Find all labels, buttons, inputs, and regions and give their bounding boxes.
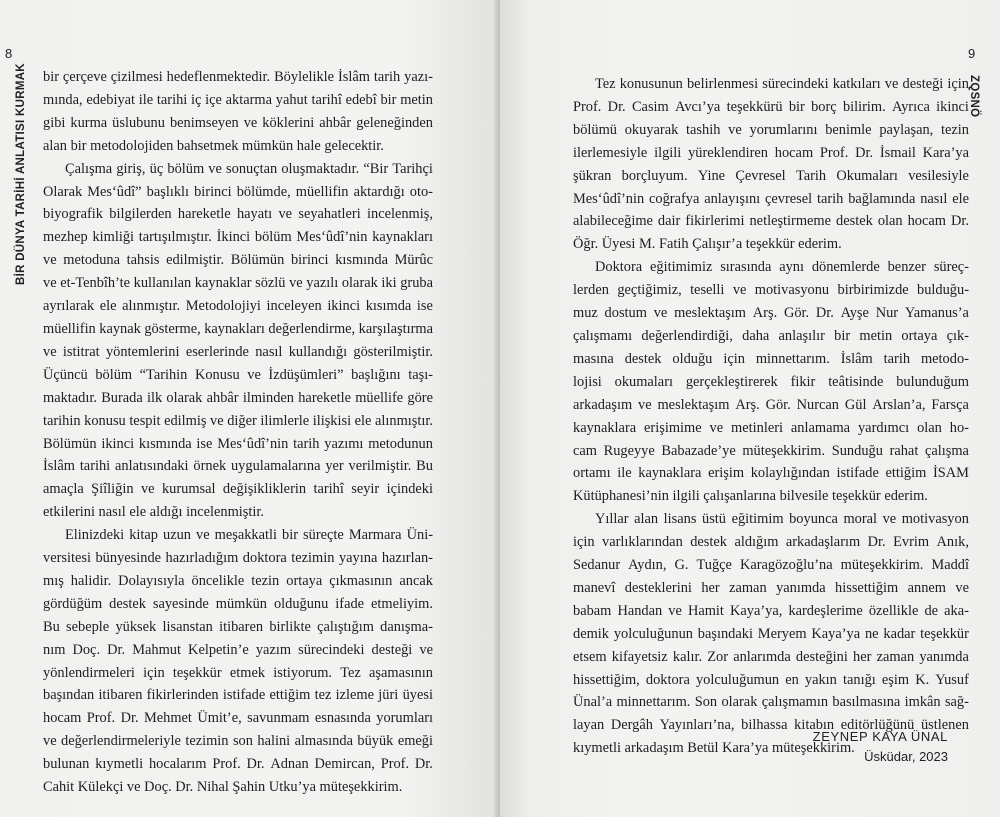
text-line: ve değerlendirmeleriyle tezimin son halini almasında büyük emeği — [43, 733, 433, 750]
text-line: kıymetli arkadaşım Betül Kara’ya müteşekkirim. — [573, 740, 855, 757]
text-line: kaynaklara erişimime ve metinleri anlamama yardımcı olan ho- — [573, 419, 969, 436]
text-line: biyografik bilgilerden hareketle hayatı ve seyahatleri incelenmiş, — [43, 206, 433, 223]
text-line: yönlendirmeleri için teşekkür etmek istiyorum. Tez aşamasının — [43, 664, 433, 681]
text-line: mezhep kimliği tartışılmıştır. İkinci bölüm Mes‘ûdî’nin kaynakları — [43, 229, 433, 246]
text-line: alan bir metodolojiden bahsetmek mümkün hale gelecektir. — [43, 137, 384, 154]
text-line: Üçüncü bölüm “Tarihin Konusu ve İzdüşümleri” başlığını taşı- — [43, 366, 433, 383]
text-line: Olarak Mes‘ûdî” başlıklı birinci bölümde, müellifin aktardığı oto- — [43, 183, 433, 200]
text-line: Öğr. Üyesi M. Fatih Çalışır’a teşekkür ederim. — [573, 236, 842, 253]
text-line: masına destek olduğu için minnettarım. İslâm tarih metodo- — [573, 350, 969, 367]
text-line: başından itibaren fikirlerinden istifade ettiğim tez izleme jüri üyesi — [43, 687, 433, 704]
text-line: mında, edebiyat ile tarihi iç içe aktarma yahut tarihî edebî bir metin — [43, 91, 433, 108]
text-line: ilerlemesiyle ilgili yüreklendiren hocam Prof. Dr. İsmail Kara’ya — [573, 144, 969, 161]
text-line: lojisi okumaları gerçekleştirerek fikir teâtisinde bulunduğum — [573, 373, 969, 390]
text-line: Yıllar alan lisans üstü eğitimim boyunca moral ve motivasyon — [595, 511, 969, 528]
text-line: hissettiğim, doktora yolculuğumun en yakın tanığı eşim K. Yusuf — [573, 671, 969, 688]
text-line: şükran borçluyum. Yine Çevresel Tarih Okumaları vesilesiyle — [573, 167, 969, 184]
text-line: amaçla Şiîliğin ve kurumsal değişikliklerin tarihî seyir içindeki — [43, 481, 433, 498]
text-line: arkadaşım ve meslektaşım Arş. Gör. Nurcan Gül Arslan’a, Farsça — [573, 396, 969, 413]
text-line: Elinizdeki kitap uzun ve meşakkatli bir süreçte Marmara Üni- — [65, 527, 433, 544]
text-line: Tez konusunun belirlenmesi sürecindeki katkıları ve desteği için — [595, 76, 969, 92]
text-line: manevî desteklerini her zaman yanımda hissettiğim annem ve — [573, 579, 969, 596]
text-line: cam Rugeyye Babazade’ye müteşekkirim. Sunduğu rahat çalışma — [573, 442, 969, 459]
text-line: alabileceğime dair fikirlerimi netleştirmeme destek olan hocam Dr. — [573, 213, 969, 230]
running-head-right: ZQSNÖ — [968, 75, 980, 118]
left-page — [0, 0, 498, 817]
text-line: bir çerçeve çizilmesi hedeflenmektedir. Böylelikle İslâm tarih yazı- — [43, 69, 433, 85]
text-line: Çalışma giriş, üç bölüm ve sonuçtan oluşmaktadır. “Bir Tarihçi — [65, 160, 433, 177]
place-date: Üsküdar, 2023 — [864, 749, 948, 764]
text-line: gibi kurma üslubunu benimseyen ve köklerini ahbâr geleneğinden — [43, 114, 433, 131]
right-page — [500, 0, 1000, 817]
text-line: layan Dergâh Yayınları’na, bilhassa kitabın editörlüğünü üstlenen — [573, 717, 969, 734]
text-line: çalışmamı değerlendirdiği, daha anlaşılır bir metin ortaya çık- — [573, 327, 969, 344]
text-line: tarihin konusu tespit edilmiş ve diğer ilimlerle ilişkisi ele alınmıştır. — [43, 412, 433, 429]
text-line: hocam Prof. Dr. Mehmet Ümit’e, savunmam esnasında yorumları — [43, 710, 433, 727]
text-line: babam Handan ve Hamit Kaya’ya, kardeşlerime özellikle de aka- — [573, 602, 969, 619]
text-line: Sedanur Aydın, G. Tuğçe Karagözoğlu’na müteşekkirim. Maddî — [573, 557, 969, 574]
text-line: ortamı ile kaynaklara erişim kolaylığından istifade ettiğim İSAM — [573, 465, 969, 482]
text-line: Mes‘ûdî’nin coğrafya anlayışını çevresel tarih bağlamında nasıl ele — [573, 190, 969, 207]
text-line: gördüğüm destek sayesinde mümkün olduğunu ifade etmeliyim. — [43, 595, 433, 612]
text-line: versitesi bünyesinde hazırladığım doktora tezimin yayına hazırlan- — [43, 550, 433, 567]
text-line: maktadır. Burada ilk olarak ahbâr ilminden hareketle müellife göre — [43, 389, 433, 406]
text-line: Prof. Dr. Casim Avcı’ya teşekkürü bir borç bilirim. Ayrıca ikinci — [573, 98, 969, 115]
text-line: demik yolculuğunun başındaki Meryem Kaya’ya ne kadar teşekkür — [573, 625, 969, 642]
text-line: etkilerini nasıl ele aldığı incelenmiştir. — [43, 504, 264, 521]
body-text-right — [573, 73, 969, 760]
text-line: için varlıklarından destek aldığım arkadaşlarım Dr. Evrim Anık, — [573, 534, 969, 551]
text-line: bulunan kıymetli hocalarım Prof. Dr. Adnan Demircan, Prof. Dr. — [43, 756, 433, 773]
text-line: Kütüphanesi’nin ilgili çalışanlarına bilvesile teşekkür ederim. — [573, 488, 928, 505]
page-number-right: 9 — [968, 46, 976, 61]
text-line: Bölümün ikinci kısmında ise Mes‘ûdî’nin tarih yazımı metodunun — [43, 435, 433, 452]
text-line: ve istitrat yöntemlerini eserlerinde nasıl kullandığı gösterilmiştir. — [43, 343, 433, 360]
body-text-left — [43, 66, 433, 799]
author-name: ZEYNEP KAYA ÜNAL — [812, 729, 948, 744]
text-line: bölümü okuyarak tashih ve yorumlarını benimle paylaşan, tezin — [573, 121, 969, 138]
text-line: Ünal’a minnettarım. Son olarak çalışmamın basılmasına imkân sağ- — [573, 694, 969, 711]
text-line: Cahit Külekçi ve Doç. Dr. Nihal Şahin Utku’ya müteşekkirim. — [43, 779, 403, 796]
text-line: İslâm tarihi anlatısındaki örnek uygulamalarına yer verilmiştir. Bu — [43, 458, 433, 475]
text-line: müellifin kaynak gösterme, kaynakları değerlendirme, karşılaştırma — [43, 320, 433, 337]
signature-block — [813, 727, 948, 767]
text-line: lerden geçtiğimiz, teselli ve motivasyonu birbirimizde bulduğu- — [573, 282, 969, 299]
page-number-left: 8 — [5, 46, 13, 61]
text-line: ayrılarak ele alınmıştır. Metodolojiyi inceleyen ikinci kısımda ise — [43, 298, 433, 315]
text-line: Bu sebeple yüksek lisanstan itibaren birlikte çalıştığım danışma- — [43, 618, 433, 635]
text-line: ve metoduna tahsis edilmiştir. Bölümün birinci kısmında Mürûc — [43, 252, 433, 269]
text-line: Doktora eğitimimiz sırasında aynı dönemlerde benzer süreç- — [595, 259, 969, 276]
text-line: nım Doç. Dr. Mahmut Kelpetin’e yazım sürecindeki desteği ve — [43, 641, 433, 658]
text-line: muz dostum ve meslektaşım Arş. Gör. Dr. Ayşe Nur Yamanus’a — [573, 305, 969, 322]
running-head-left: BİR DÜNYA TARİHİ ANLATISI KURMAK — [15, 63, 27, 285]
text-line: etsem kifayetsiz kalır. Zor anlarımda desteğini her zaman yanımda — [573, 648, 969, 665]
text-line: ve et-Tenbîh’te kullanılan kaynaklar sözlü ve yazılı olarak iki gruba — [43, 275, 433, 292]
text-line: mış halidir. Dolayısıyla öncelikle tezin ortaya çıkmasının ancak — [43, 572, 433, 589]
